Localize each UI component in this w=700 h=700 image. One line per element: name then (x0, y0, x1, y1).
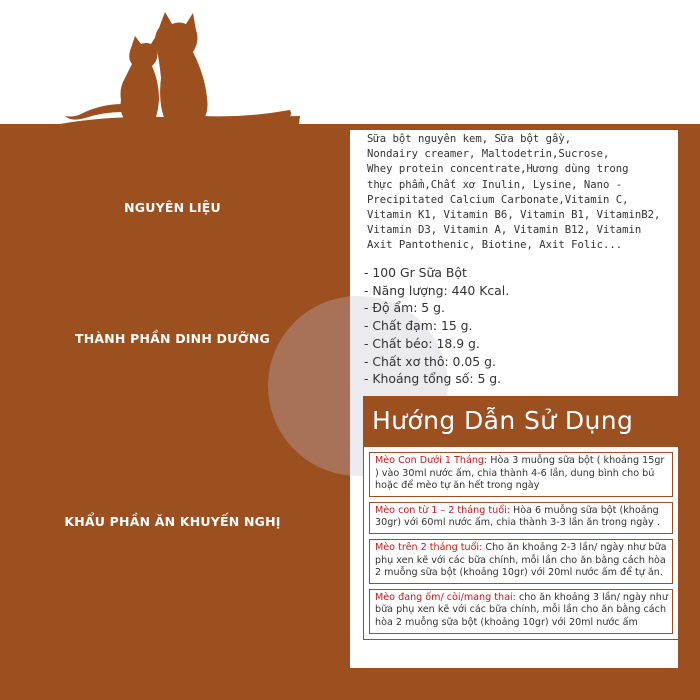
usage-guide (363, 396, 679, 640)
guide-item-text: Cho ăn khoảng 2-3 lần/ ngày như bữa phụ xen kẽ với các bữa chính, mỗi lần cho ăn bằng cách hòa 2 muỗng sữa bột (khoảng 10gr) với 20ml nước ấm để tự ăn. (375, 541, 667, 579)
guide-title: Hướng Dẫn Sử Dụng (364, 397, 678, 447)
guide-item (369, 539, 673, 584)
nutrition-item: - Khoáng tổng số: 5 g. (364, 371, 502, 387)
guide-item (369, 502, 673, 534)
nutrition-item: - Chất xơ thô: 0.05 g. (364, 353, 496, 369)
nutrition-item: - 100 Gr Sữa Bột (364, 265, 467, 280)
guide-item-label: Mèo trên 2 tháng tuổi: (375, 541, 483, 553)
header-band (0, 0, 700, 124)
label-ingredients: NGUYÊN LIỆU (124, 200, 221, 215)
guide-item-label: Mèo con từ 1 – 2 tháng tuổi: (375, 504, 510, 516)
guide-item-text: Hòa 6 muỗng sữa bột (khoảng 30gr) với 60ml nước ấm, chia thành 3-3 lần ăn trong ngày . (375, 504, 660, 529)
label-nutrition: THÀNH PHẦN DINH DƯỠNG (74, 331, 270, 346)
nutrition-list (364, 264, 664, 388)
nutrition-item: - Chất béo: 18.9 g. (364, 335, 480, 351)
guide-item-label: Mèo đang ốm/ còi/mang thai: (375, 591, 516, 603)
guide-item-label: Mèo Con Dưới 1 Tháng: (375, 455, 488, 466)
guide-item-text: cho ăn khoảng 3 lần/ ngày như bữa phụ xen kẽ với các bữa chính, mỗi lần cho ăn bằng cách hòa 2 muỗng sữa bột (khoảng 10gr) với 20ml nước ấm (375, 591, 668, 628)
cats-silhouette-icon (55, 8, 305, 128)
nutrition-item: - Độ ẩm: 5 g. (364, 300, 445, 316)
ingredients-text: Sữa bột nguyên kem, Sữa bột gầy, Nondairy creamer, Maltodetrin,Sucrose, Whey protein concentrate,Hương dùng trong thực phẩm,Chất xơ Inulin, Lysine, Nano - Precipitated Calcium Carbonate,Vitamin C, Vitamin K1, Vitamin B6, Vitamin B1, VitaminB2, Vitamin D3, Vitamin A, Vitamin B12, Vitamin Axit Pantothenic, Biotine, Axit Folic... (367, 133, 661, 252)
nutrition-item: - Năng lượng: 440 Kcal. (364, 282, 510, 298)
guide-item-text: Hòa 3 muỗng sữa bột ( khoảng 15gr ) vào 30ml nước ấm, chia thành 4-6 lần, dung bình cho bú hoặc để mèo tự ăn hết trong ngày (375, 455, 665, 492)
label-ration: KHẨU PHẦN ĂN KHUYẾN NGHỊ (64, 514, 281, 529)
nutrition-item: - Chất đạm: 15 g. (364, 318, 473, 334)
guide-item (369, 589, 673, 634)
guide-item (369, 452, 673, 497)
